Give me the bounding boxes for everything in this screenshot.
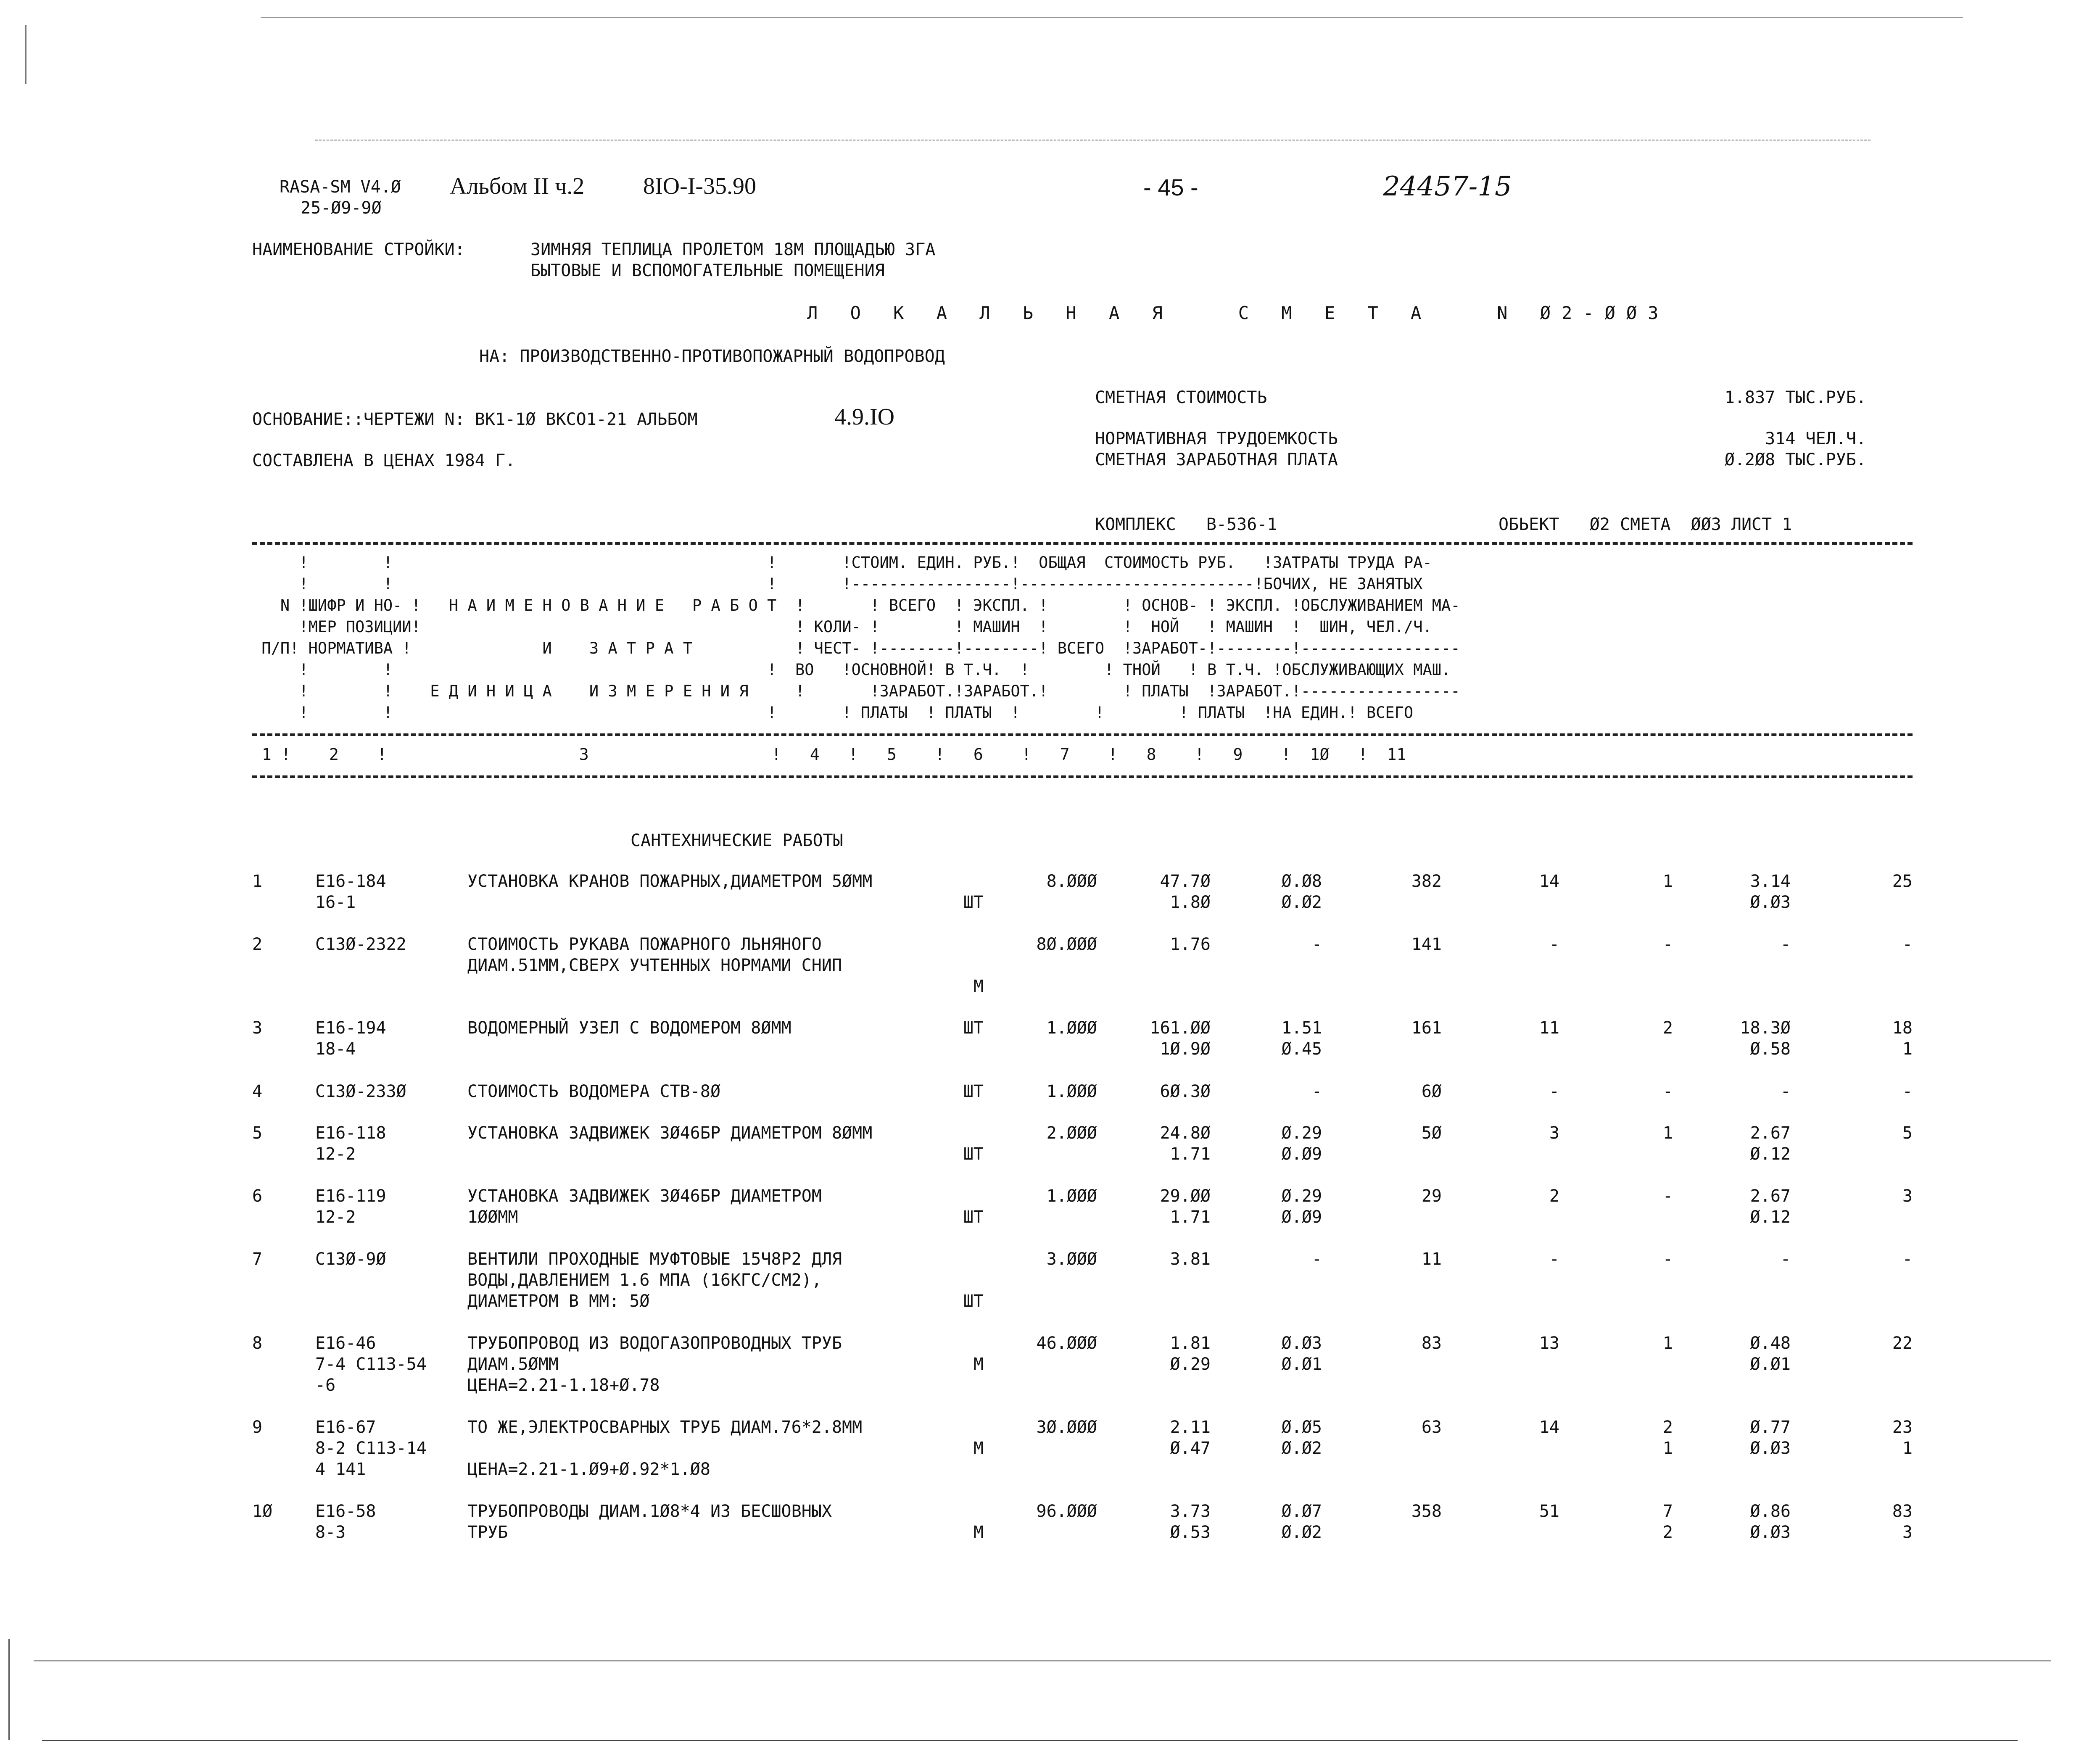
labor-label: НОРМАТИВНАЯ ТРУДОЕМКОСТЬ — [1095, 429, 1338, 448]
complex-label: КОМПЛЕКС В-536-1 — [1095, 515, 1277, 534]
row-c7: 161 — [1411, 1018, 1442, 1038]
row-number: 3 — [252, 1018, 263, 1038]
row-c11: 83 — [1892, 1502, 1913, 1521]
row-quantity: 8.ØØØ — [1046, 872, 1097, 891]
row-name: СТОИМОСТЬ ВОДОМЕРА СТВ-8Ø — [467, 1082, 721, 1101]
prices-basis: СОСТАВЛЕНА В ЦЕНАХ 1984 Г. — [252, 451, 516, 470]
row-c5: 3.81 — [1170, 1250, 1211, 1269]
row-c8: - — [1549, 1250, 1559, 1269]
row-c8: 14 — [1539, 872, 1559, 891]
row-c6: - — [1311, 1082, 1322, 1101]
row-code: Е16-67 — [315, 1418, 376, 1437]
row-c9: 1 — [1662, 1439, 1673, 1458]
row-c5: Ø.47 — [1170, 1439, 1211, 1458]
wage-label: СМЕТНАЯ ЗАРАБОТНАЯ ПЛАТА — [1095, 450, 1338, 469]
row-number: 5 — [252, 1123, 263, 1143]
row-code: 12-2 — [315, 1144, 356, 1164]
row-c6: Ø.29 — [1281, 1186, 1322, 1206]
estimate-for: НА: ПРОИЗВОДСТВЕННО-ПРОТИВОПОЖАРНЫЙ ВОДОПРОВОД — [479, 347, 945, 366]
row-c5: 24.8Ø — [1160, 1123, 1211, 1143]
row-c6: Ø.Ø8 — [1281, 872, 1322, 891]
row-c5: 3.73 — [1170, 1502, 1211, 1521]
row-c10: 2.67 — [1750, 1186, 1791, 1206]
table-rule-colnums — [252, 775, 1913, 778]
row-c10: 3.14 — [1750, 872, 1791, 891]
row-c11: 1 — [1902, 1039, 1913, 1059]
row-c5: 2.11 — [1170, 1418, 1211, 1437]
row-c10: - — [1780, 935, 1791, 954]
row-unit: ШТ — [963, 1082, 984, 1101]
row-c10: - — [1780, 1250, 1791, 1269]
row-name: ДИАМЕТРОМ В ММ: 5Ø — [467, 1292, 650, 1311]
row-c6: Ø.Ø2 — [1281, 1439, 1322, 1458]
row-c6: Ø.Ø9 — [1281, 1144, 1322, 1164]
row-number: 1 — [252, 872, 263, 891]
row-c5: 1.71 — [1170, 1144, 1211, 1164]
row-quantity: 3Ø.ØØØ — [1036, 1418, 1097, 1437]
row-c11: - — [1902, 1082, 1913, 1101]
row-c5: 161.ØØ — [1150, 1018, 1211, 1038]
row-c7: 83 — [1421, 1334, 1442, 1353]
row-c10: Ø.48 — [1750, 1334, 1791, 1353]
row-code: Е16-194 — [315, 1018, 386, 1038]
page-number: - 45 - — [1143, 174, 1198, 200]
row-c6: Ø.Ø9 — [1281, 1208, 1322, 1227]
program-date: 25-Ø9-9Ø — [301, 198, 382, 218]
row-number: 9 — [252, 1418, 263, 1437]
column-numbers: 1 ! 2 ! 3 ! 4 ! 5 ! 6 ! 7 ! 8 ! 9 ! 1Ø ! 11 — [252, 745, 1406, 764]
row-c5: Ø.53 — [1170, 1523, 1211, 1542]
row-c5: 1.76 — [1170, 935, 1211, 954]
basis-album-number: 4.9.IO — [834, 404, 895, 430]
row-c10: Ø.Ø3 — [1750, 1439, 1791, 1458]
row-c11: 3 — [1902, 1186, 1913, 1206]
row-name: УСТАНОВКА КРАНОВ ПОЖАРНЫХ,ДИАМЕТРОМ 5ØММ — [467, 872, 873, 891]
row-c10: 2.67 — [1750, 1123, 1791, 1143]
row-quantity: 1.ØØØ — [1046, 1186, 1097, 1206]
row-code: Е16-58 — [315, 1502, 376, 1521]
row-name: ЦЕНА=2.21-1.18+Ø.78 — [467, 1376, 660, 1395]
scan-edge-bottom-2 — [42, 1740, 2018, 1741]
row-c7: 141 — [1411, 935, 1442, 954]
row-name: ЦЕНА=2.21-1.Ø9+Ø.92*1.Ø8 — [467, 1460, 710, 1479]
row-code: 8-2 С113-14 — [315, 1439, 427, 1458]
row-c10: Ø.Ø3 — [1750, 893, 1791, 912]
row-c7: 5Ø — [1421, 1123, 1442, 1143]
row-unit: М — [973, 1523, 984, 1542]
row-c11: 22 — [1892, 1334, 1913, 1353]
row-c8: - — [1549, 1082, 1559, 1101]
row-number: 7 — [252, 1250, 263, 1269]
row-c6: Ø.Ø7 — [1281, 1502, 1322, 1521]
row-c8: - — [1549, 935, 1559, 954]
row-unit: ШТ — [963, 1144, 984, 1164]
row-code: Е16-46 — [315, 1334, 376, 1353]
table-header-line: ! ! ! ВО !ОСНОВНОЙ! В Т.Ч. ! ! ТНОЙ ! В Т.Ч. !ОБСЛУЖИВАЮЩИХ МАШ. — [252, 661, 1451, 679]
row-number: 4 — [252, 1082, 263, 1101]
row-c9: - — [1662, 1186, 1673, 1206]
row-c5: 1.81 — [1170, 1334, 1211, 1353]
row-number: 8 — [252, 1334, 263, 1353]
row-c5: 6Ø.3Ø — [1160, 1082, 1211, 1101]
row-name: УСТАНОВКА ЗАДВИЖЕК 3Ø46БР ДИАМЕТРОМ — [467, 1186, 822, 1206]
row-c10: Ø.12 — [1750, 1208, 1791, 1227]
row-number: 2 — [252, 935, 263, 954]
row-name: ТО ЖЕ,ЭЛЕКТРОСВАРНЫХ ТРУБ ДИАМ.76*2.8ММ — [467, 1418, 863, 1437]
row-name: 1ØØММ — [467, 1208, 518, 1227]
row-c10: Ø.Ø3 — [1750, 1523, 1791, 1542]
row-c5: 47.7Ø — [1160, 872, 1211, 891]
cost-label: СМЕТНАЯ СТОИМОСТЬ — [1095, 388, 1267, 407]
row-name: ВЕНТИЛИ ПРОХОДНЫЕ МУФТОВЫЕ 15Ч8Р2 ДЛЯ — [467, 1250, 842, 1269]
project-line-2: БЫТОВЫЕ И ВСПОМОГАТЕЛЬНЫЕ ПОМЕЩЕНИЯ — [530, 261, 885, 280]
row-c8: 14 — [1539, 1418, 1559, 1437]
labor-value: 314 ЧЕЛ.Ч. — [1765, 429, 1866, 448]
table-header-line: ! ! ! ! ПЛАТЫ ! ПЛАТЫ ! ! ! ПЛАТЫ !НА ЕДИН.! ВСЕГО — [252, 704, 1414, 722]
row-c7: 63 — [1421, 1418, 1442, 1437]
project-label: НАИМЕНОВАНИЕ СТРОЙКИ: — [252, 240, 465, 259]
row-c5: 1Ø.9Ø — [1160, 1039, 1211, 1059]
row-c5: Ø.29 — [1170, 1355, 1211, 1374]
row-c11: 23 — [1892, 1418, 1913, 1437]
row-c6: 1.51 — [1281, 1018, 1322, 1038]
row-c6: - — [1311, 1250, 1322, 1269]
row-c6: Ø.Ø5 — [1281, 1418, 1322, 1437]
table-rule-head — [252, 733, 1913, 736]
table-rule-top — [252, 542, 1913, 545]
cost-value: 1.837 ТЫС.РУБ. — [1724, 388, 1866, 407]
row-name: ТРУБОПРОВОД ИЗ ВОДОГАЗОПРОВОДНЫХ ТРУБ — [467, 1334, 842, 1353]
program-name: RASA-SM V4.Ø — [280, 177, 401, 197]
row-number: 6 — [252, 1186, 263, 1206]
row-c7: 11 — [1421, 1250, 1442, 1269]
table-header-line: ! ! ! !СТОИМ. ЕДИН. РУБ.! ОБЩАЯ СТОИМОСТЬ РУБ. !ЗАТРАТЫ ТРУДА РА- — [252, 554, 1432, 572]
wage-value: Ø.2Ø8 ТЫС.РУБ. — [1724, 450, 1866, 469]
row-c6: Ø.45 — [1281, 1039, 1322, 1059]
row-c6: Ø.Ø3 — [1281, 1334, 1322, 1353]
row-quantity: 3.ØØØ — [1046, 1250, 1097, 1269]
row-number: 1Ø — [252, 1502, 273, 1521]
row-c7: 29 — [1421, 1186, 1442, 1206]
row-c9: 1 — [1662, 872, 1673, 891]
row-unit: ШТ — [963, 1292, 984, 1311]
row-unit: ШТ — [963, 893, 984, 912]
table-header-line: ! ! ! !-----------------!-------------------------!БОЧИХ, НЕ ЗАНЯТЫХ — [252, 575, 1423, 593]
row-c11: - — [1902, 1250, 1913, 1269]
row-quantity: 8Ø.ØØØ — [1036, 935, 1097, 954]
row-c10: 18.3Ø — [1740, 1018, 1791, 1038]
row-c9: 1 — [1662, 1334, 1673, 1353]
row-name: ВОДЫ,ДАВЛЕНИЕМ 1.6 МПА (16КГС/СМ2), — [467, 1271, 822, 1290]
row-c8: 3 — [1549, 1123, 1559, 1143]
row-c9: 2 — [1662, 1018, 1673, 1038]
album-label: Альбом II ч.2 — [450, 173, 585, 199]
row-c10: - — [1780, 1082, 1791, 1101]
row-c5: 1.71 — [1170, 1208, 1211, 1227]
project-line-1: ЗИМНЯЯ ТЕПЛИЦА ПРОЛЕТОМ 18М ПЛОЩАДЬЮ 3ГА — [530, 240, 936, 259]
row-quantity: 2.ØØØ — [1046, 1123, 1097, 1143]
row-unit: М — [973, 977, 984, 996]
row-c11: 18 — [1892, 1018, 1913, 1038]
row-c11: 3 — [1902, 1523, 1913, 1542]
row-c5: 1.8Ø — [1170, 893, 1211, 912]
row-quantity: 96.ØØØ — [1036, 1502, 1097, 1521]
row-c11: 25 — [1892, 872, 1913, 891]
scan-edge-bottom — [34, 1660, 2051, 1661]
row-c9: - — [1662, 1082, 1673, 1101]
row-c9: 2 — [1662, 1523, 1673, 1542]
row-c10: Ø.Ø1 — [1750, 1355, 1791, 1374]
object-label: ОБЬЕКТ Ø2 СМЕТА ØØ3 ЛИСТ 1 — [1498, 515, 1792, 534]
handwritten-code: 24457-15 — [1383, 171, 1512, 202]
row-c10: Ø.12 — [1750, 1144, 1791, 1164]
row-name: ТРУБОПРОВОДЫ ДИАМ.1Ø8*4 ИЗ БЕСШОВНЫХ — [467, 1502, 832, 1521]
scan-edge-top — [261, 17, 1963, 18]
row-unit: ШТ — [963, 1018, 984, 1038]
row-code: 18-4 — [315, 1039, 356, 1059]
row-name: УСТАНОВКА ЗАДВИЖЕК 3Ø46БР ДИАМЕТРОМ 8ØММ — [467, 1123, 873, 1143]
scan-edge-left-2 — [8, 1639, 10, 1740]
row-c11: - — [1902, 935, 1913, 954]
row-c8: 51 — [1539, 1502, 1559, 1521]
row-c9: 2 — [1662, 1418, 1673, 1437]
row-c8: 2 — [1549, 1186, 1559, 1206]
row-code: 7-4 С113-54 — [315, 1355, 427, 1374]
table-header-line: !МЕР ПОЗИЦИИ! ! КОЛИ- ! ! МАШИН ! ! НОЙ ! МАШИН ! ШИН, ЧЕЛ./Ч. — [252, 618, 1432, 636]
row-code: Е16-184 — [315, 872, 386, 891]
row-c6: Ø.Ø1 — [1281, 1355, 1322, 1374]
basis-text: ОСНОВАНИЕ::ЧЕРТЕЖИ N: ВК1-1Ø ВКСО1-21 АЛЬБОМ — [252, 410, 698, 429]
row-code: С13Ø-233Ø — [315, 1082, 406, 1101]
row-c8: 11 — [1539, 1018, 1559, 1038]
row-unit: ШТ — [963, 1208, 984, 1227]
row-code: 16-1 — [315, 893, 356, 912]
table-header-line: ! ! Е Д И Н И Ц А И З М Е Р Е Н И Я ! !ЗАРАБОТ.!ЗАРАБОТ.! ! ПЛАТЫ !ЗАРАБОТ.!----------------- — [252, 682, 1460, 700]
row-c10: Ø.77 — [1750, 1418, 1791, 1437]
row-c6: - — [1311, 935, 1322, 954]
estimate-title: Л О К А Л Ь Н А Я С М Е Т А N Ø2-ØØ3 — [807, 303, 1670, 323]
row-c5: 29.ØØ — [1160, 1186, 1211, 1206]
series-label: 8IO-I-35.90 — [643, 173, 757, 199]
row-c9: - — [1662, 935, 1673, 954]
row-name: ВОДОМЕРНЫЙ УЗЕЛ С ВОДОМЕРОМ 8ØММ — [467, 1018, 791, 1038]
row-c9: 7 — [1662, 1502, 1673, 1521]
row-code: 8-3 — [315, 1523, 346, 1542]
row-code: 12-2 — [315, 1208, 356, 1227]
scan-edge-top-2 — [315, 140, 1870, 141]
row-c9: 1 — [1662, 1123, 1673, 1143]
row-c6: Ø.Ø2 — [1281, 1523, 1322, 1542]
section-title: САНТЕХНИЧЕСКИЕ РАБОТЫ — [631, 831, 843, 850]
row-c7: 382 — [1411, 872, 1442, 891]
row-code: Е16-118 — [315, 1123, 386, 1143]
row-name: ДИАМ.51ММ,СВЕРХ УЧТЕННЫХ НОРМАМИ СНИП — [467, 956, 842, 975]
row-c6: Ø.Ø2 — [1281, 893, 1322, 912]
row-c6: Ø.29 — [1281, 1123, 1322, 1143]
row-unit: М — [973, 1355, 984, 1374]
row-name: СТОИМОСТЬ РУКАВА ПОЖАРНОГО ЛЬНЯНОГО — [467, 935, 822, 954]
row-code: Е16-119 — [315, 1186, 386, 1206]
row-name: ДИАМ.5ØММ — [467, 1355, 559, 1374]
row-quantity: 46.ØØØ — [1036, 1334, 1097, 1353]
row-c11: 5 — [1902, 1123, 1913, 1143]
row-c9: - — [1662, 1250, 1673, 1269]
row-code: 4 141 — [315, 1460, 366, 1479]
row-code: -6 — [315, 1376, 336, 1395]
row-code: С13Ø-2322 — [315, 935, 406, 954]
row-quantity: 1.ØØØ — [1046, 1018, 1097, 1038]
table-header-line: П/П! НОРМАТИВА ! И З А Т Р А Т ! ЧЕСТ- !--------!--------! ВСЕГО !ЗАРАБОТ-!--------!----------------- — [252, 639, 1460, 657]
scan-edge-left — [25, 25, 26, 84]
table-header-line: N !ШИФР И НО- ! Н А И М Е Н О В А Н И Е Р А Б О Т ! ! ВСЕГО ! ЭКСПЛ. ! ! ОСНОВ- ! ЭКСПЛ. !ОБСЛУЖИВАНИЕМ МА- — [252, 596, 1460, 614]
row-quantity: 1.ØØØ — [1046, 1082, 1097, 1101]
row-c8: 13 — [1539, 1334, 1559, 1353]
row-c11: 1 — [1902, 1439, 1913, 1458]
row-c7: 358 — [1411, 1502, 1442, 1521]
row-unit: М — [973, 1439, 984, 1458]
row-c10: Ø.86 — [1750, 1502, 1791, 1521]
row-c10: Ø.58 — [1750, 1039, 1791, 1059]
row-code: С13Ø-9Ø — [315, 1250, 386, 1269]
row-c7: 6Ø — [1421, 1082, 1442, 1101]
row-name: ТРУБ — [467, 1523, 508, 1542]
